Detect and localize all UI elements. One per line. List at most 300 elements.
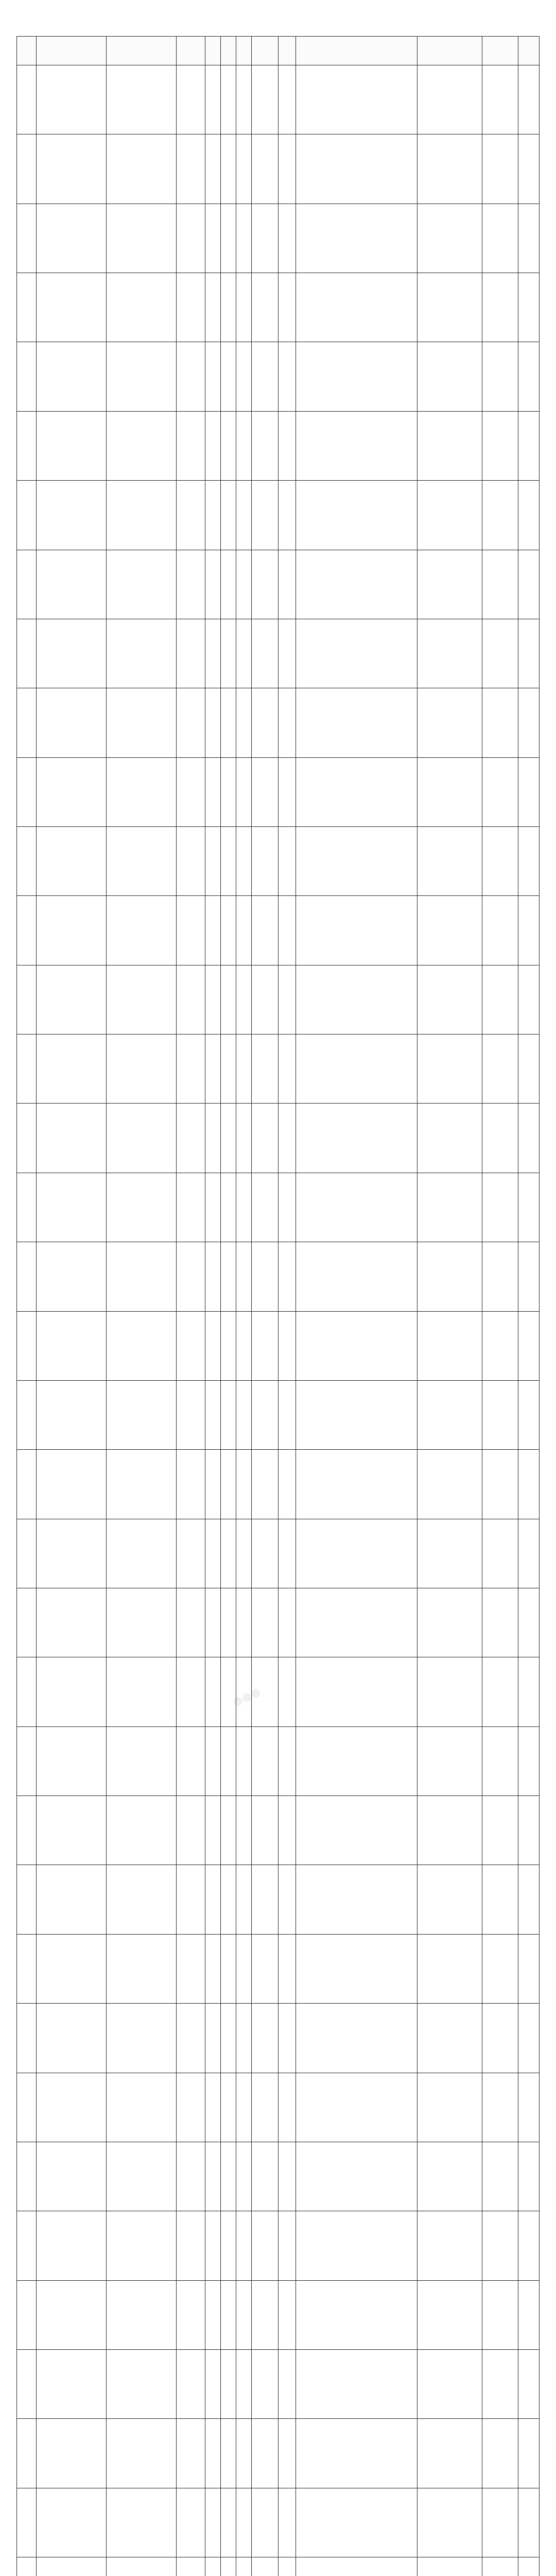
table-cell — [17, 412, 37, 480]
table-cell — [177, 2004, 205, 2072]
table-cell — [279, 134, 296, 203]
table-cell — [482, 412, 518, 480]
table-cell — [177, 2073, 205, 2142]
table-cell — [37, 758, 107, 826]
table-cell — [296, 1312, 418, 1380]
table-cell — [296, 2142, 418, 2211]
table-row — [17, 2557, 540, 2576]
table-cell — [236, 965, 252, 1034]
table-cell — [252, 1381, 279, 1449]
table-cell — [205, 342, 221, 411]
table-row — [17, 1035, 540, 1104]
table-cell — [17, 1381, 37, 1449]
table-cell — [296, 65, 418, 134]
table-cell — [17, 134, 37, 203]
table-cell — [37, 2488, 107, 2557]
table-cell — [418, 412, 482, 480]
table-row — [17, 1796, 540, 1865]
table-cell — [17, 65, 37, 134]
table-row — [17, 2350, 540, 2419]
table-cell — [482, 204, 518, 273]
table-header-cell — [205, 37, 221, 65]
table-cell — [518, 1657, 540, 1726]
table-cell — [279, 1657, 296, 1726]
table-cell — [221, 2142, 236, 2211]
table-cell — [518, 1450, 540, 1518]
table-cell — [177, 550, 205, 619]
table-cell — [221, 1035, 236, 1103]
table-cell — [37, 2557, 107, 2576]
table-cell — [37, 204, 107, 273]
table-cell — [252, 965, 279, 1034]
table-cell — [482, 758, 518, 826]
table-cell — [107, 1865, 177, 1934]
table-cell — [107, 1381, 177, 1449]
table-cell — [37, 1312, 107, 1380]
table-cell — [252, 1242, 279, 1311]
table-cell — [518, 2142, 540, 2211]
table-row — [17, 2004, 540, 2073]
table-cell — [177, 1035, 205, 1103]
table-cell — [252, 1519, 279, 1588]
table-cell — [418, 204, 482, 273]
table-row — [17, 2419, 540, 2488]
table-cell — [518, 1727, 540, 1795]
table-cell — [236, 65, 252, 134]
table-cell — [17, 550, 37, 619]
table-cell — [236, 1450, 252, 1518]
table-cell — [296, 1104, 418, 1172]
table-cell — [518, 481, 540, 549]
table-cell — [279, 2488, 296, 2557]
table-cell — [482, 2211, 518, 2280]
table-cell — [482, 1450, 518, 1518]
table-cell — [252, 1312, 279, 1380]
table-cell — [296, 758, 418, 826]
table-cell — [177, 1865, 205, 1934]
table-cell — [296, 2557, 418, 2576]
table-cell — [252, 1657, 279, 1726]
table-cell — [279, 2350, 296, 2418]
table-cell — [296, 1935, 418, 2003]
table-cell — [37, 619, 107, 688]
table-cell — [107, 2142, 177, 2211]
table-cell — [221, 2557, 236, 2576]
table-cell — [518, 1865, 540, 1934]
table-cell — [17, 1242, 37, 1311]
table-cell — [279, 758, 296, 826]
table-cell — [296, 204, 418, 273]
table-cell — [107, 2350, 177, 2418]
table-cell — [482, 1242, 518, 1311]
table-cell — [37, 1519, 107, 1588]
table-cell — [177, 1727, 205, 1795]
table-cell — [205, 1796, 221, 1865]
table-cell — [482, 1519, 518, 1588]
table-cell — [17, 2419, 37, 2487]
table-cell — [37, 965, 107, 1034]
table-cell — [221, 1104, 236, 1172]
table-cell — [279, 827, 296, 895]
table-cell — [177, 1104, 205, 1172]
table-row — [17, 1242, 540, 1311]
table-cell — [107, 1727, 177, 1795]
table-cell — [37, 1657, 107, 1726]
table-cell — [418, 827, 482, 895]
table-cell — [418, 2281, 482, 2349]
table-row — [17, 965, 540, 1035]
table-cell — [418, 1450, 482, 1518]
table-cell — [252, 65, 279, 134]
table-cell — [205, 2419, 221, 2487]
table-cell — [482, 2419, 518, 2487]
table-row — [17, 1104, 540, 1173]
table-cell — [236, 2281, 252, 2349]
table-cell — [107, 896, 177, 964]
table-cell — [177, 2142, 205, 2211]
table-row — [17, 1450, 540, 1519]
table-cell — [518, 412, 540, 480]
table-cell — [205, 1865, 221, 1934]
table-cell — [37, 2073, 107, 2142]
table-cell — [236, 1588, 252, 1657]
table-cell — [418, 2211, 482, 2280]
table-cell — [37, 273, 107, 342]
table-cell — [252, 412, 279, 480]
table-cell — [221, 1242, 236, 1311]
table-row — [17, 2142, 540, 2211]
table-cell — [221, 965, 236, 1034]
table-cell — [221, 412, 236, 480]
table-cell — [296, 896, 418, 964]
table-cell — [236, 273, 252, 342]
table-cell — [418, 965, 482, 1034]
table-cell — [107, 1450, 177, 1518]
table-cell — [279, 1035, 296, 1103]
table-header-cell — [37, 37, 107, 65]
table-cell — [37, 65, 107, 134]
table-cell — [296, 2419, 418, 2487]
table-cell — [17, 827, 37, 895]
table-cell — [37, 1242, 107, 1311]
table-cell — [17, 2281, 37, 2349]
table-cell — [418, 758, 482, 826]
table-cell — [518, 1935, 540, 2003]
table-cell — [177, 1312, 205, 1380]
table-row — [17, 1727, 540, 1796]
table-cell — [482, 65, 518, 134]
table-cell — [252, 1104, 279, 1172]
table-cell — [236, 2073, 252, 2142]
table-cell — [279, 1935, 296, 2003]
table-cell — [236, 134, 252, 203]
table-cell — [518, 342, 540, 411]
table-cell — [37, 1588, 107, 1657]
table-header-cell — [177, 37, 205, 65]
table-cell — [252, 134, 279, 203]
table-cell — [296, 134, 418, 203]
table-row — [17, 65, 540, 134]
table-cell — [17, 342, 37, 411]
table-cell — [296, 2281, 418, 2349]
table-cell — [205, 273, 221, 342]
table-cell — [279, 1519, 296, 1588]
table-cell — [205, 619, 221, 688]
table-cell — [221, 1727, 236, 1795]
table-cell — [518, 1519, 540, 1588]
table-cell — [205, 896, 221, 964]
table-cell — [37, 1450, 107, 1518]
table-cell — [37, 1865, 107, 1934]
table-header-cell — [518, 37, 540, 65]
table-cell — [37, 1935, 107, 2003]
table-cell — [236, 481, 252, 549]
table-cell — [177, 342, 205, 411]
table-cell — [482, 1312, 518, 1380]
table-cell — [221, 550, 236, 619]
table-cell — [177, 758, 205, 826]
table-cell — [518, 1104, 540, 1172]
table-cell — [205, 2073, 221, 2142]
table-cell — [296, 412, 418, 480]
table-cell — [17, 2557, 37, 2576]
table-cell — [482, 827, 518, 895]
table-cell — [205, 1381, 221, 1449]
table-cell — [107, 204, 177, 273]
table-cell — [205, 2004, 221, 2072]
table-cell — [252, 2142, 279, 2211]
table-cell — [296, 619, 418, 688]
table-cell — [252, 758, 279, 826]
table-cell — [236, 2004, 252, 2072]
table-cell — [279, 342, 296, 411]
table-cell — [236, 758, 252, 826]
table-cell — [482, 896, 518, 964]
table-cell — [221, 1312, 236, 1380]
table-cell — [418, 2557, 482, 2576]
table-cell — [177, 412, 205, 480]
table-cell — [518, 134, 540, 203]
table-cell — [518, 204, 540, 273]
table-cell — [37, 896, 107, 964]
table-cell — [296, 827, 418, 895]
table-cell — [221, 2004, 236, 2072]
table-cell — [482, 1035, 518, 1103]
table-cell — [518, 619, 540, 688]
table-cell — [17, 204, 37, 273]
table-cell — [252, 1935, 279, 2003]
table-cell — [107, 1935, 177, 2003]
table-row — [17, 342, 540, 411]
table-cell — [236, 896, 252, 964]
table-cell — [236, 827, 252, 895]
table-cell — [205, 2281, 221, 2349]
table-cell — [37, 2004, 107, 2072]
table-cell — [17, 758, 37, 826]
table-header-cell — [482, 37, 518, 65]
table-cell — [518, 688, 540, 757]
table-cell — [236, 2557, 252, 2576]
table-cell — [296, 688, 418, 757]
table-cell — [236, 1935, 252, 2003]
table-cell — [518, 2281, 540, 2349]
table-cell — [296, 342, 418, 411]
table-cell — [418, 1657, 482, 1726]
table-cell — [37, 1727, 107, 1795]
table-cell — [205, 1588, 221, 1657]
table-row — [17, 412, 540, 481]
table-cell — [205, 481, 221, 549]
table-cell — [279, 550, 296, 619]
table-cell — [418, 896, 482, 964]
table-cell — [296, 1865, 418, 1934]
table-cell — [252, 1727, 279, 1795]
table-cell — [418, 1312, 482, 1380]
table-cell — [177, 481, 205, 549]
table-cell — [107, 2488, 177, 2557]
table-cell — [205, 2488, 221, 2557]
table-cell — [279, 1588, 296, 1657]
table-cell — [37, 1796, 107, 1865]
table-body — [17, 65, 539, 2576]
table-cell — [296, 1519, 418, 1588]
table-cell — [221, 134, 236, 203]
table-row — [17, 896, 540, 965]
table-cell — [177, 273, 205, 342]
table-row — [17, 273, 540, 342]
table-cell — [37, 2350, 107, 2418]
document-title — [16, 13, 540, 31]
table-cell — [236, 2211, 252, 2280]
table-cell — [221, 204, 236, 273]
table-cell — [418, 2073, 482, 2142]
table-cell — [279, 896, 296, 964]
table-row — [17, 688, 540, 757]
table-cell — [37, 688, 107, 757]
table-cell — [17, 1035, 37, 1103]
table-row — [17, 1519, 540, 1588]
table-cell — [518, 1588, 540, 1657]
table-cell — [418, 1727, 482, 1795]
table-cell — [236, 550, 252, 619]
table-cell — [236, 619, 252, 688]
table-cell — [177, 896, 205, 964]
table-cell — [518, 965, 540, 1034]
table-cell — [482, 1935, 518, 2003]
table-cell — [252, 273, 279, 342]
table-cell — [296, 2350, 418, 2418]
table-cell — [221, 1588, 236, 1657]
table-cell — [482, 1657, 518, 1726]
table-cell — [482, 1796, 518, 1865]
table-cell — [279, 1312, 296, 1380]
table-cell — [296, 1657, 418, 1726]
table-cell — [221, 1657, 236, 1726]
table-cell — [177, 965, 205, 1034]
table-header-row — [17, 37, 539, 65]
table-cell — [236, 204, 252, 273]
table-cell — [279, 1796, 296, 1865]
table-cell — [418, 1865, 482, 1934]
table-cell — [482, 2142, 518, 2211]
table-cell — [418, 1519, 482, 1588]
table-cell — [107, 688, 177, 757]
table-cell — [482, 688, 518, 757]
table-cell — [518, 65, 540, 134]
table-cell — [17, 896, 37, 964]
table-cell — [221, 2488, 236, 2557]
table-cell — [177, 1242, 205, 1311]
table-row — [17, 619, 540, 688]
table-cell — [205, 134, 221, 203]
table-cell — [17, 1312, 37, 1380]
table-row — [17, 1865, 540, 1934]
table-cell — [296, 481, 418, 549]
table-cell — [279, 1727, 296, 1795]
table-cell — [177, 1935, 205, 2003]
table-cell — [279, 619, 296, 688]
table-cell — [107, 1173, 177, 1242]
table-cell — [37, 1381, 107, 1449]
table-cell — [107, 1796, 177, 1865]
table-cell — [252, 2073, 279, 2142]
table-row — [17, 2211, 540, 2280]
table-cell — [418, 1935, 482, 2003]
table-cell — [17, 1796, 37, 1865]
table-cell — [205, 1935, 221, 2003]
table-cell — [177, 204, 205, 273]
table-cell — [205, 204, 221, 273]
table-cell — [37, 1035, 107, 1103]
table-cell — [236, 1519, 252, 1588]
table-cell — [518, 2557, 540, 2576]
table-cell — [177, 1173, 205, 1242]
table-cell — [107, 619, 177, 688]
table-cell — [177, 827, 205, 895]
table-cell — [296, 1796, 418, 1865]
table-cell — [221, 2281, 236, 2349]
table-row — [17, 204, 540, 273]
table-cell — [17, 965, 37, 1034]
table-cell — [418, 2004, 482, 2072]
table-cell — [482, 1865, 518, 1934]
table-cell — [221, 2073, 236, 2142]
table-cell — [236, 1381, 252, 1449]
table-cell — [518, 2350, 540, 2418]
table-cell — [17, 619, 37, 688]
table-cell — [418, 1035, 482, 1103]
table-cell — [107, 412, 177, 480]
table-cell — [221, 2350, 236, 2418]
table-cell — [252, 550, 279, 619]
table-cell — [205, 2350, 221, 2418]
table-cell — [107, 134, 177, 203]
table-cell — [279, 1865, 296, 1934]
table-cell — [252, 1450, 279, 1518]
table-cell — [418, 273, 482, 342]
table-cell — [17, 2004, 37, 2072]
table-cell — [518, 2211, 540, 2280]
table-cell — [279, 2073, 296, 2142]
table-cell — [279, 2419, 296, 2487]
table-cell — [518, 1381, 540, 1449]
table-cell — [482, 273, 518, 342]
table-cell — [418, 2142, 482, 2211]
table-cell — [177, 1796, 205, 1865]
table-cell — [221, 1519, 236, 1588]
table-cell — [279, 1104, 296, 1172]
table-cell — [418, 550, 482, 619]
